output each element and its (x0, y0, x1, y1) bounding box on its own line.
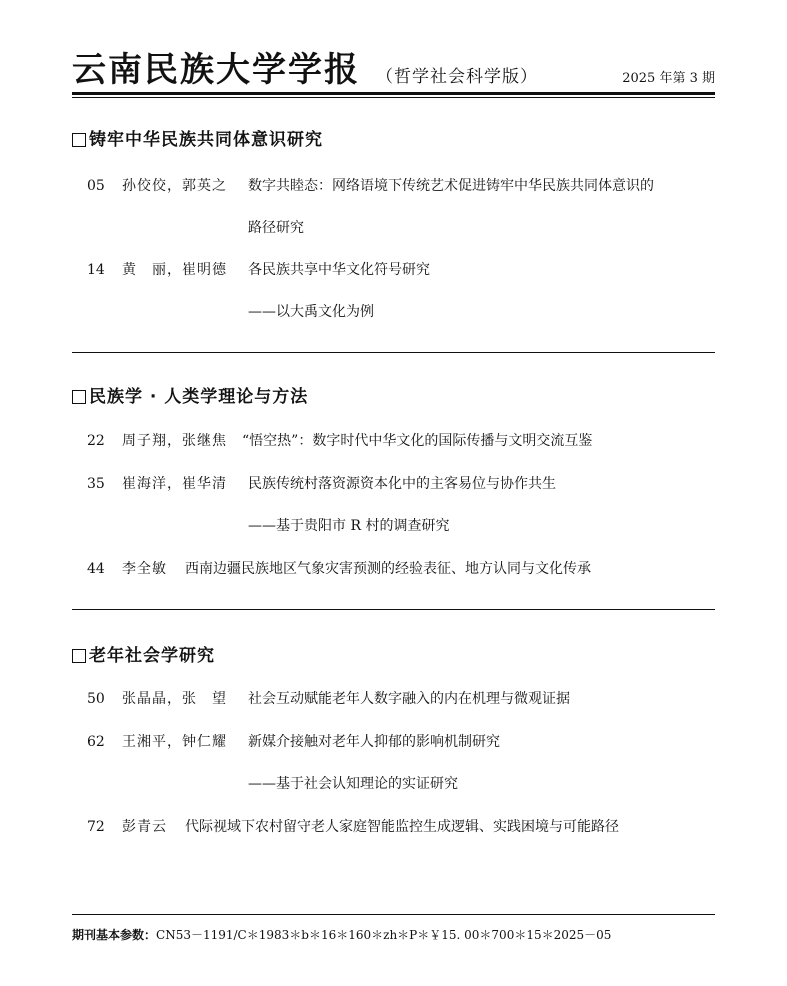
article-authors: 彭青云 (122, 819, 167, 835)
page-number: 14 (87, 262, 105, 278)
page-number: 62 (87, 734, 105, 750)
page-number: 35 (87, 476, 105, 492)
article-authors: 崔海洋，崔华清 (122, 476, 227, 492)
section-ethnology (72, 386, 715, 586)
article-title: 社会互动赋能老年人数字融入的内在机理与微观证据 (248, 691, 570, 707)
page-number: 44 (87, 561, 105, 577)
section-title (72, 129, 323, 151)
page-number: 22 (87, 433, 105, 449)
checkbox-square-icon (72, 390, 86, 404)
article-authors: 李全敏 (122, 561, 167, 577)
article-title: 新媒介接触对老年人抑郁的影响机制研究 (248, 734, 500, 750)
section-title (72, 386, 308, 408)
article-subtitle: 路径研究 (248, 220, 304, 236)
article-title: 各民族共享中华文化符号研究 (248, 262, 430, 278)
article-authors: 张晶晶，张 望 (122, 691, 227, 707)
checkbox-square-icon (72, 649, 86, 663)
section-title-text: 老年社会学研究 (89, 646, 215, 666)
section-divider (72, 609, 715, 610)
checkbox-square-icon (72, 133, 86, 147)
page-number: 72 (87, 819, 105, 835)
journal-parameters (72, 926, 611, 944)
footer-rule (72, 914, 715, 915)
article-subtitle: ——以大禹文化为例 (248, 304, 374, 320)
header-rule-thick (72, 92, 715, 95)
journal-edition: （哲学社会科学版） (376, 67, 538, 87)
page-number: 50 (87, 691, 105, 707)
article-authors: 黄 丽，崔明德 (122, 262, 227, 278)
section-divider (72, 352, 715, 353)
section-title (72, 645, 215, 667)
article-authors: 孙佼佼，郭英之 (122, 178, 227, 194)
article-title: 西南边疆民族地区气象灾害预测的经验表征、地方认同与文化传承 (185, 561, 591, 577)
section-title-text: 民族学 · 人类学理论与方法 (89, 387, 309, 407)
section-ethnic-community (72, 129, 715, 329)
article-subtitle: ——基于社会认知理论的实证研究 (248, 776, 458, 792)
article-authors: 王湘平，钟仁耀 (122, 734, 227, 750)
journal-title: 云南民族大学学报 (72, 50, 360, 90)
page-number: 05 (87, 178, 105, 194)
section-elderly-sociology (72, 645, 715, 845)
header-rule-thin (72, 97, 715, 98)
article-subtitle: ——基于贵阳市 R 村的调查研究 (248, 518, 450, 534)
article-title: 数字共睦态：网络语境下传统艺术促进铸牢中华民族共同体意识的 (248, 178, 654, 194)
parameters-label: 期刊基本参数： (72, 928, 157, 942)
article-authors: 周子翔，张继焦 (122, 433, 227, 449)
section-title-text: 铸牢中华民族共同体意识研究 (89, 130, 323, 150)
article-title: 代际视域下农村留守老人家庭智能监控生成逻辑、实践困境与可能路径 (185, 819, 619, 835)
parameters-value: CN53－1191/C＊1983＊b＊16＊160＊zh＊P＊￥15. 00＊700＊15＊2025－05 (156, 928, 612, 942)
issue-number: 2025 年第 3 期 (622, 71, 715, 86)
article-title: “悟空热”：数字时代中华文化的国际传播与文明交流互鉴 (242, 433, 593, 449)
article-title: 民族传统村落资源资本化中的主客易位与协作共生 (248, 476, 556, 492)
